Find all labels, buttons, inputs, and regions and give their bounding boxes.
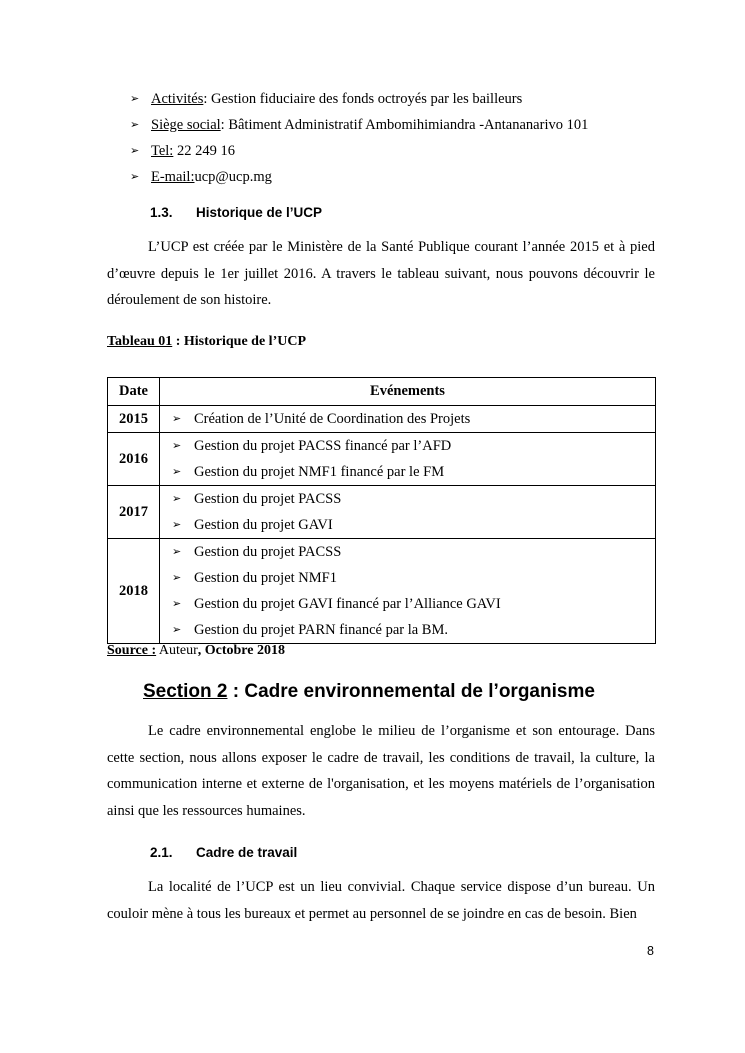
info-text: : Gestion fiduciaire des fonds octroyés par les bailleurs <box>203 91 523 107</box>
arrow-bullet-icon: ➢ <box>172 439 182 452</box>
event-text: Gestion du projet GAVI <box>194 517 333 533</box>
arrow-bullet-icon: ➢ <box>130 144 140 157</box>
arrow-bullet-icon: ➢ <box>172 518 182 531</box>
paragraph-text: L’UCP est créée par le Ministère de la Santé Publique courant l’année 2015 et à pied d’œuvre depuis le 1er juillet 2016. A travers le tableau suivant, nous pouvons découvrir le déroulement de son histoire. <box>107 239 655 308</box>
paragraph-text: Le cadre environnemental englobe le milieu de l’organisme et son entourage. Dans cette section, nous allons exposer le cadre de travail, les conditions de travail, la culture, la communication interne et externe de l'organisation, et les moyens matériels de l’organisation ainsi que les ressources humaines. <box>107 723 655 819</box>
table-row <box>108 539 656 644</box>
table-header-row <box>108 378 656 406</box>
arrow-bullet-icon: ➢ <box>172 571 182 584</box>
event-item <box>172 433 655 459</box>
events-list <box>160 433 655 485</box>
arrow-bullet-icon: ➢ <box>172 597 182 610</box>
year-cell: 2015 <box>108 406 160 433</box>
heading-number: 2.1. <box>150 845 173 860</box>
event-item <box>172 486 655 512</box>
paragraph-1-3 <box>107 234 655 314</box>
event-item <box>172 406 655 432</box>
list-item <box>130 164 588 190</box>
info-text: ucp@ucp.mg <box>194 169 272 185</box>
event-text: Gestion du projet GAVI financé par l’Alliance GAVI <box>194 596 501 612</box>
event-text: Gestion du projet PACSS <box>194 544 342 560</box>
arrow-bullet-icon: ➢ <box>130 92 140 105</box>
event-text: Création de l’Unité de Coordination des Projets <box>194 411 471 427</box>
page-number: 8 <box>647 944 654 958</box>
event-text: Gestion du projet PARN financé par la BM. <box>194 622 448 638</box>
events-list <box>160 406 655 432</box>
source-label: Source : <box>107 643 157 658</box>
paragraph-2-1 <box>107 874 655 927</box>
event-item <box>172 459 655 485</box>
header-date: Date <box>108 378 160 406</box>
event-item <box>172 512 655 538</box>
history-table <box>107 377 656 644</box>
section-title: : Cadre environnemental de l’organisme <box>227 681 595 702</box>
event-text: Gestion du projet NMF1 financé par le FM <box>194 464 445 480</box>
source-author: Auteur <box>156 643 198 658</box>
list-item <box>130 138 588 164</box>
events-cell <box>160 486 656 539</box>
event-item <box>172 565 655 591</box>
heading-title: Historique de l’UCP <box>196 205 323 220</box>
arrow-bullet-icon: ➢ <box>130 170 140 183</box>
info-text: 22 249 16 <box>173 143 235 159</box>
heading-title: Cadre de travail <box>196 845 298 860</box>
event-item <box>172 617 655 643</box>
info-label: E-mail: <box>151 169 195 185</box>
caption-label: Tableau 01 <box>107 334 173 349</box>
arrow-bullet-icon: ➢ <box>172 412 182 425</box>
table-source <box>107 643 285 659</box>
table-row <box>108 486 656 539</box>
events-list <box>160 539 655 643</box>
paragraph-section-2 <box>107 718 655 824</box>
table-row <box>108 433 656 486</box>
info-text: : Bâtiment Administratif Ambomihimiandra -Antananarivo 101 <box>220 117 589 133</box>
year-cell: 2017 <box>108 486 160 539</box>
arrow-bullet-icon: ➢ <box>130 118 140 131</box>
info-label: Siège social <box>151 117 221 133</box>
heading-1-3 <box>150 205 322 220</box>
arrow-bullet-icon: ➢ <box>172 465 182 478</box>
events-cell <box>160 406 656 433</box>
list-item <box>130 112 588 138</box>
paragraph-text: La localité de l’UCP est un lieu convivial. Chaque service dispose d’un bureau. Un couloir mène à tous les bureaux et permet au personnel de se joindre en cas de besoin. Bien <box>107 879 655 922</box>
heading-number: 1.3. <box>150 205 173 220</box>
info-label: Tel: <box>151 143 174 159</box>
table-row <box>108 406 656 433</box>
arrow-bullet-icon: ➢ <box>172 545 182 558</box>
list-item <box>130 86 588 112</box>
year-cell: 2018 <box>108 539 160 644</box>
section-label: Section 2 <box>143 681 228 702</box>
caption-text: : Historique de l’UCP <box>172 334 306 349</box>
event-item <box>172 591 655 617</box>
section-2-heading <box>143 681 595 703</box>
year-cell: 2016 <box>108 433 160 486</box>
event-item <box>172 539 655 565</box>
info-label: Activités <box>151 91 204 107</box>
events-list <box>160 486 655 538</box>
events-cell <box>160 539 656 644</box>
heading-2-1 <box>150 845 297 860</box>
table-caption <box>107 334 306 350</box>
source-date: , Octobre 2018 <box>197 643 285 658</box>
event-text: Gestion du projet NMF1 <box>194 570 337 586</box>
events-cell <box>160 433 656 486</box>
header-events: Evénements <box>160 378 656 406</box>
info-list <box>130 86 588 190</box>
event-text: Gestion du projet PACSS <box>194 491 342 507</box>
event-text: Gestion du projet PACSS financé par l’AFD <box>194 438 452 454</box>
arrow-bullet-icon: ➢ <box>172 623 182 636</box>
arrow-bullet-icon: ➢ <box>172 492 182 505</box>
